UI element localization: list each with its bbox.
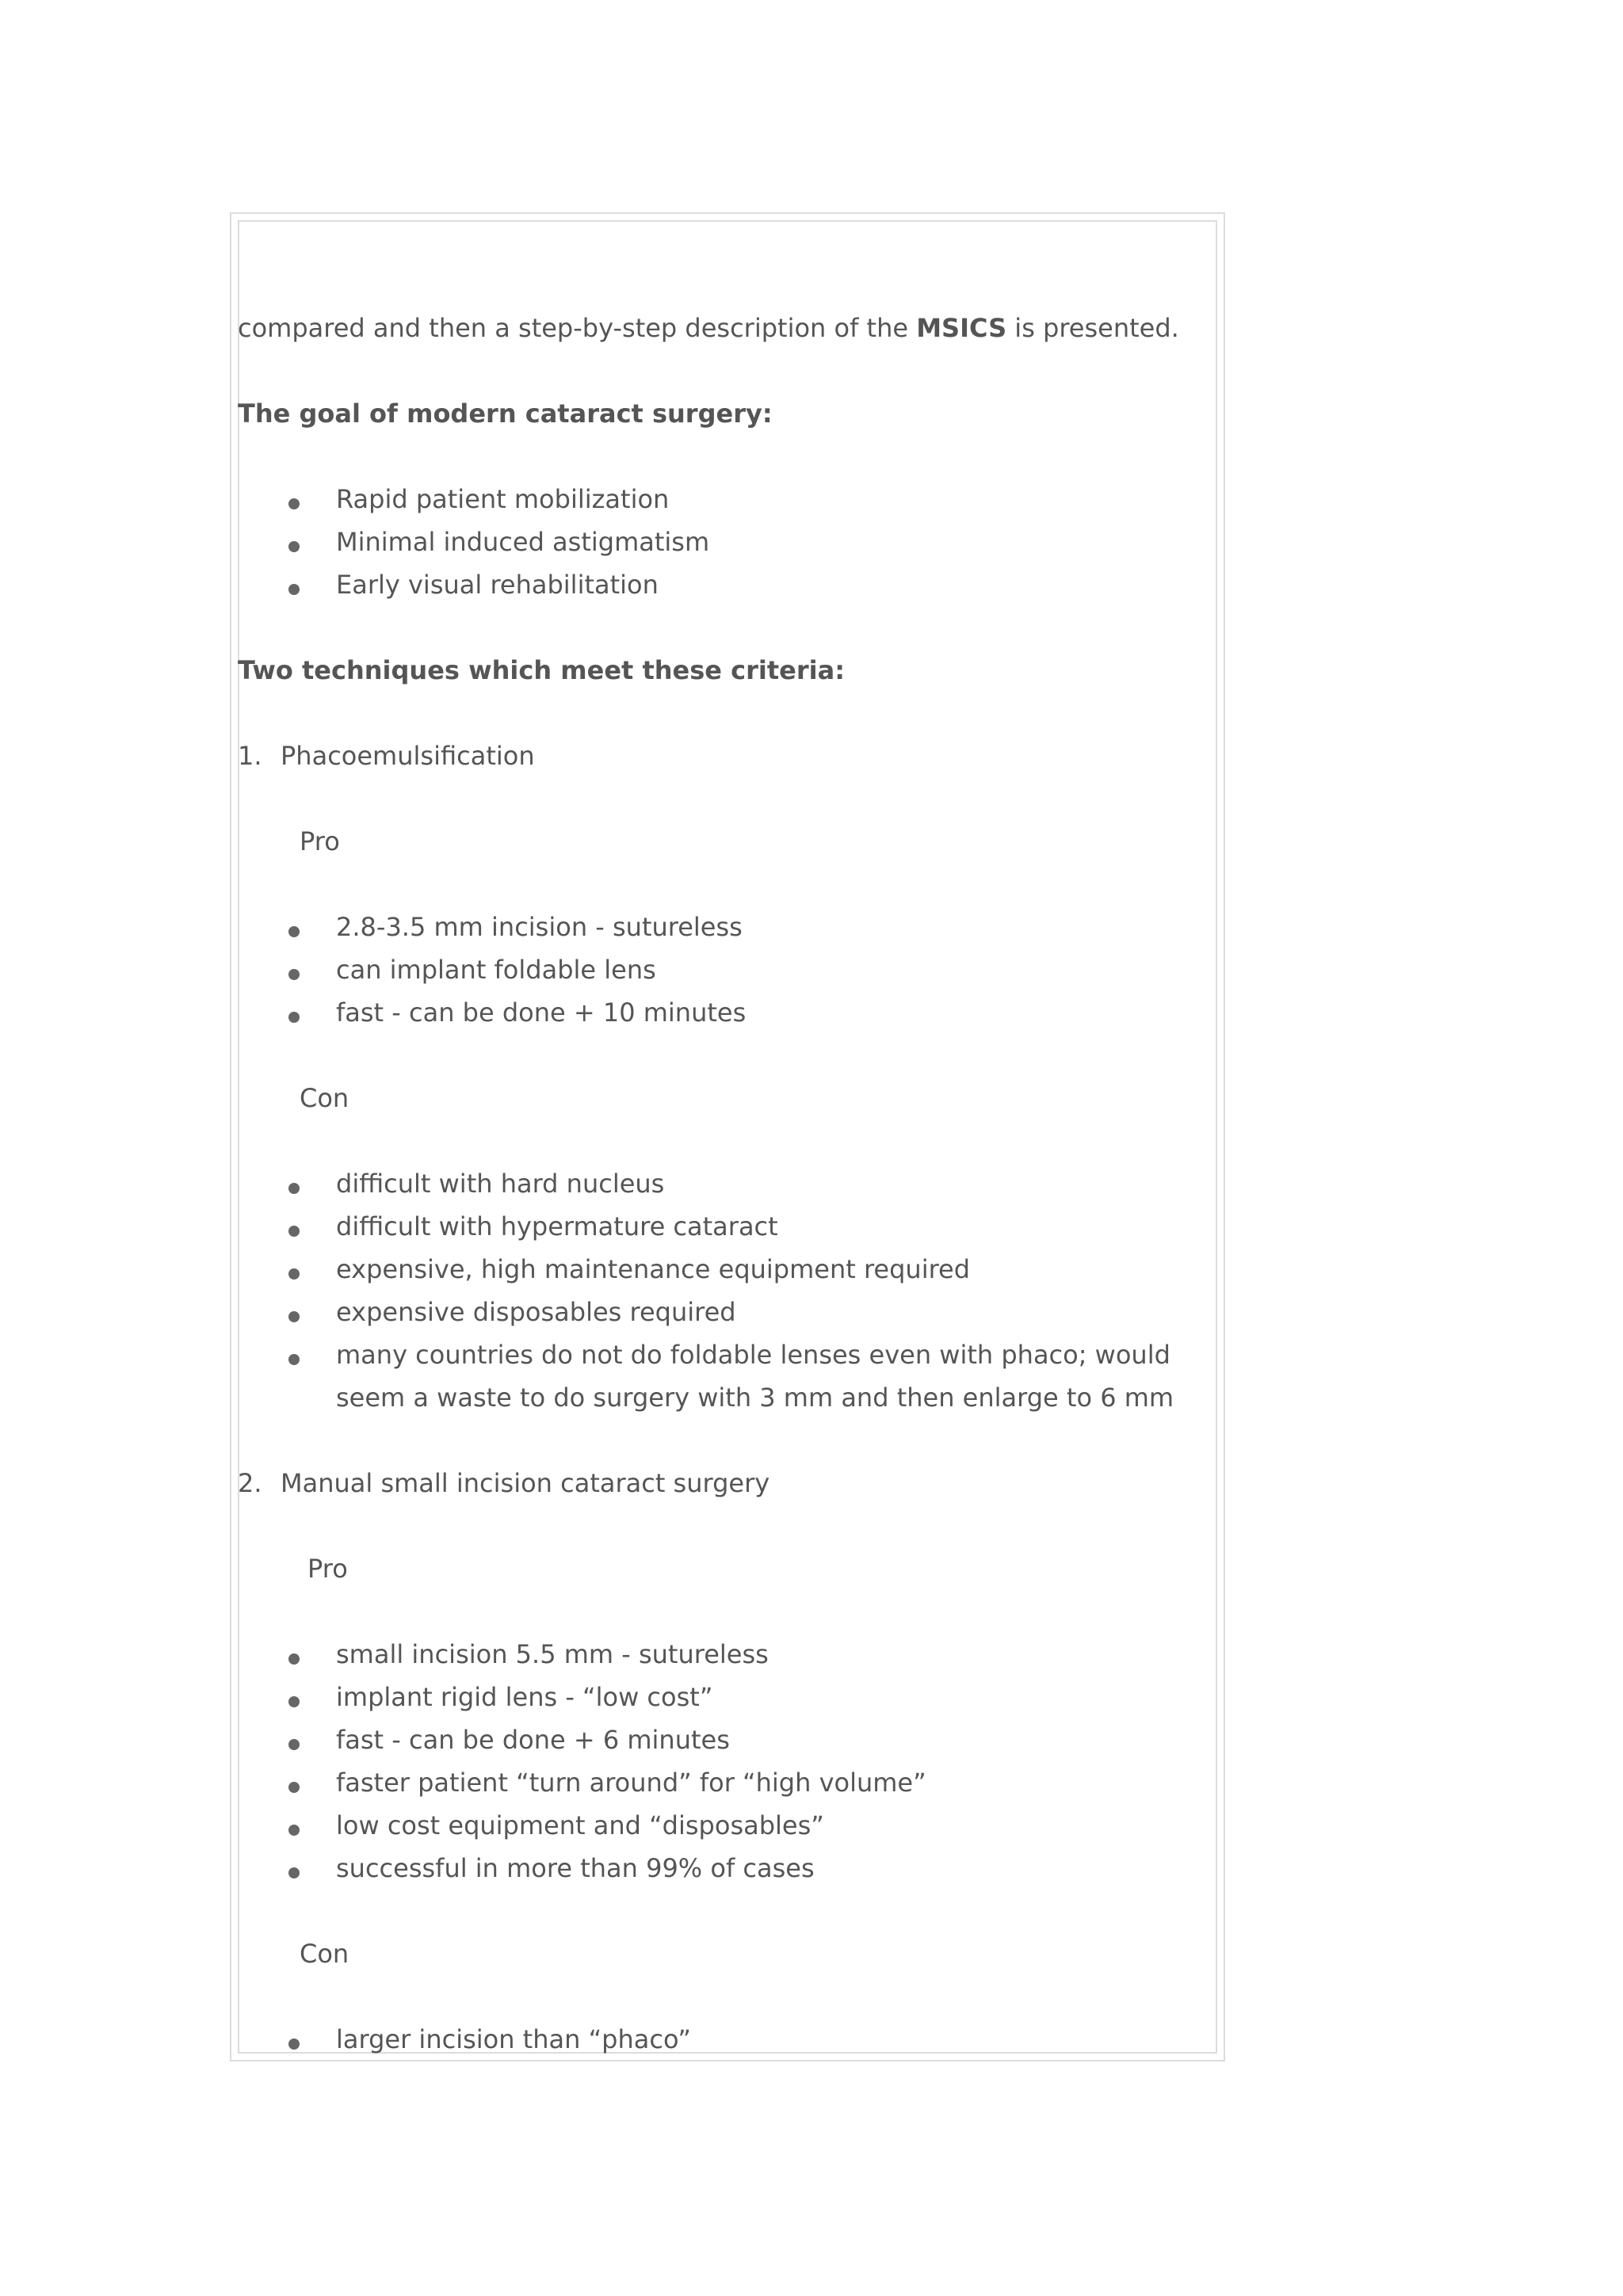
technique-2-pro-item: fast - can be done + 6 minutes — [336, 1725, 730, 1755]
bullet-icon — [288, 1183, 300, 1194]
bullet-icon — [288, 498, 300, 509]
technique-1-con-item-continuation: seem a waste to do surgery with 3 mm and then enlarge to 6 mm — [336, 1383, 1174, 1413]
technique-1-con-item: expensive, high maintenance equipment required — [336, 1254, 971, 1284]
technique-1-title: Phacoemulsification — [281, 741, 535, 771]
technique-1-con-item: difficult with hypermature cataract — [336, 1211, 778, 1241]
goal-item: Early visual rehabilitation — [336, 570, 659, 600]
technique-1-pro-item: fast - can be done + 10 minutes — [336, 997, 747, 1028]
goal-heading: The goal of modern cataract surgery: — [238, 399, 773, 429]
intro-paragraph — [238, 312, 1179, 344]
technique-1-number: 1. — [238, 741, 262, 771]
bullet-icon — [288, 541, 300, 552]
technique-2-number: 2. — [238, 1468, 262, 1498]
technique-2-pro-label: Pro — [307, 1554, 348, 1584]
technique-2-con-label: Con — [300, 1939, 349, 1969]
technique-2-title: Manual small incision cataract surgery — [281, 1468, 770, 1498]
bullet-icon — [288, 1226, 300, 1237]
bullet-icon — [288, 1354, 300, 1365]
technique-2-pro-item: low cost equipment and “disposables” — [336, 1810, 824, 1840]
bullet-icon — [288, 969, 300, 980]
bullet-icon — [288, 584, 300, 595]
technique-2-con-item: larger incision than “phaco” — [336, 2024, 691, 2054]
bullet-icon — [288, 1653, 300, 1665]
bullet-icon — [288, 1782, 300, 1793]
bullet-icon — [288, 1012, 300, 1023]
bullet-icon — [288, 1825, 300, 1836]
bullet-icon — [288, 1311, 300, 1322]
bullet-icon — [288, 1739, 300, 1750]
technique-1-con-label: Con — [300, 1083, 349, 1113]
technique-2-pro-item: successful in more than 99% of cases — [336, 1853, 815, 1883]
technique-2-pro-item: small incision 5.5 mm - sutureless — [336, 1639, 769, 1669]
technique-2-pro-item: implant rigid lens - “low cost” — [336, 1682, 713, 1712]
bullet-icon — [288, 1268, 300, 1280]
goal-item: Rapid patient mobilization — [336, 484, 670, 514]
bullet-icon — [288, 1696, 300, 1707]
technique-1-con-item: many countries do not do foldable lenses even with phaco; would — [336, 1340, 1170, 1370]
intro-text-after: is presented. — [1006, 313, 1179, 343]
technique-2-pro-item: faster patient “turn around” for “high volume” — [336, 1768, 926, 1798]
technique-1-con-item: expensive disposables required — [336, 1297, 736, 1327]
technique-1-pro-label: Pro — [300, 826, 340, 856]
technique-1-pro-item: can implant foldable lens — [336, 955, 656, 985]
bullet-icon — [288, 1867, 300, 1878]
intro-term-msics: MSICS — [916, 313, 1007, 343]
intro-text-before: compared and then a step-by-step description of the — [238, 313, 917, 343]
goal-item: Minimal induced astigmatism — [336, 527, 710, 557]
techniques-heading: Two techniques which meet these criteria: — [238, 655, 845, 685]
bullet-icon — [288, 926, 300, 937]
technique-1-pro-item: 2.8-3.5 mm incision - sutureless — [336, 912, 743, 942]
bullet-icon — [288, 2039, 300, 2050]
technique-1-con-item: difficult with hard nucleus — [336, 1169, 665, 1199]
